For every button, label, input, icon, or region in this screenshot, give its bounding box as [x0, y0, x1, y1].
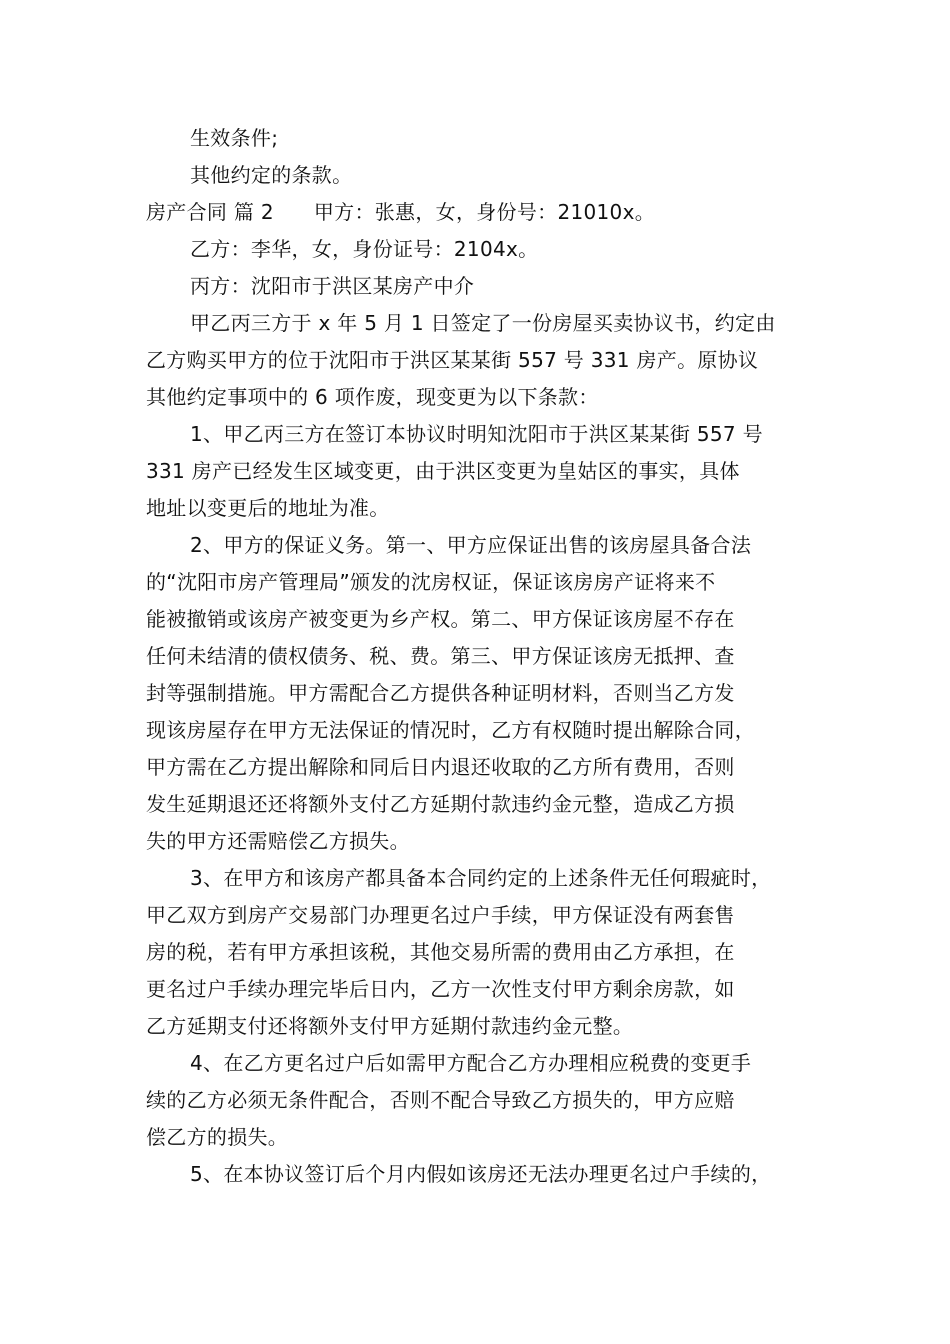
text-line — [146, 120, 826, 157]
line-text: 偿乙方的损失。 — [146, 1125, 289, 1149]
text-line — [146, 305, 826, 342]
text-line — [146, 157, 826, 194]
text-line — [146, 379, 826, 416]
line-text: 更名过户手续办理完毕后日内，乙方一次性支付甲方剩余房款，如 — [146, 977, 735, 1001]
text-line — [146, 638, 826, 675]
text-line — [146, 860, 826, 897]
line-text: 4、在乙方更名过户后如需甲方配合乙方办理相应税费的变更手 — [190, 1051, 752, 1075]
text-line — [146, 342, 826, 379]
line-text: 其他约定事项中的 6 项作废，现变更为以下条款： — [146, 385, 599, 409]
text-line — [146, 934, 826, 971]
line-text: 丙方：沈阳市于洪区某房产中介 — [190, 274, 475, 298]
line-text: 1、甲乙丙三方在签订本协议时明知沈阳市于洪区某某街 557 号 — [190, 422, 763, 446]
text-line — [146, 675, 826, 712]
line-text: 331 房产已经发生区域变更，由于洪区变更为皇姑区的事实，具体 — [146, 459, 740, 483]
line-text: 乙方：李华，女，身份证号：2104x。 — [190, 237, 539, 261]
text-line — [146, 490, 826, 527]
text-line — [146, 1045, 826, 1082]
text-line — [146, 527, 826, 564]
line-text: 生效条件; — [190, 126, 279, 150]
line-text: 乙方延期支付还将额外支付甲方延期付款违约金元整。 — [146, 1014, 634, 1038]
section-heading-line — [146, 194, 826, 231]
text-line — [146, 1119, 826, 1156]
line-text: 任何未结清的债权债务、税、费。第三、甲方保证该房无抵押、查 — [146, 644, 735, 668]
line-text: 2、甲方的保证义务。第一、甲方应保证出售的该房屋具备合法 — [190, 533, 752, 557]
line-text: 3、在甲方和该房产都具备本合同约定的上述条件无任何瑕疵时， — [190, 866, 772, 890]
text-line — [146, 231, 826, 268]
text-line — [146, 564, 826, 601]
line-text: 发生延期退还还将额外支付乙方延期付款违约金元整，造成乙方损 — [146, 792, 735, 816]
text-line — [146, 712, 826, 749]
line-text: 甲方：张惠，女，身份号：21010x。 — [313, 200, 656, 224]
text-line — [146, 268, 826, 305]
text-line — [146, 971, 826, 1008]
text-line — [146, 453, 826, 490]
text-line — [146, 601, 826, 638]
line-text: 甲乙双方到房产交易部门办理更名过户手续，甲方保证没有两套售 — [146, 903, 735, 927]
line-text: 的“沈阳市房产管理局”颁发的沈房权证，保证该房房产证将来不 — [146, 570, 716, 594]
line-text: 能被撤销或该房产被变更为乡产权。第二、甲方保证该房屋不存在 — [146, 607, 735, 631]
line-text: 封等强制措施。甲方需配合乙方提供各种证明材料，否则当乙方发 — [146, 681, 735, 705]
text-line — [146, 897, 826, 934]
line-text: 其他约定的条款。 — [190, 163, 353, 187]
line-text: 失的甲方还需赔偿乙方损失。 — [146, 829, 410, 853]
text-line — [146, 749, 826, 786]
text-line — [146, 786, 826, 823]
text-line — [146, 1156, 826, 1193]
text-line — [146, 1008, 826, 1045]
line-text: 现该房屋存在甲方无法保证的情况时，乙方有权随时提出解除合同， — [146, 718, 755, 742]
line-text: 5、在本协议签订后个月内假如该房还无法办理更名过户手续的， — [190, 1162, 772, 1186]
text-line — [146, 1082, 826, 1119]
line-text: 房的税，若有甲方承担该税，其他交易所需的费用由乙方承担，在 — [146, 940, 735, 964]
line-text: 乙方购买甲方的位于沈阳市于洪区某某街 557 号 331 房产。原协议 — [146, 348, 759, 372]
line-text: 甲方需在乙方提出解除和同后日内退还收取的乙方所有费用，否则 — [146, 755, 735, 779]
text-line — [146, 823, 826, 860]
line-text: 地址以变更后的地址为准。 — [146, 496, 390, 520]
section-heading: 房产合同 篇 2 — [146, 200, 274, 224]
line-text: 续的乙方必须无条件配合，否则不配合导致乙方损失的，甲方应赔 — [146, 1088, 735, 1112]
document-body — [146, 120, 826, 1193]
line-text: 甲乙丙三方于 x 年 5 月 1 日签定了一份房屋买卖协议书，约定由 — [190, 311, 776, 335]
text-line — [146, 416, 826, 453]
